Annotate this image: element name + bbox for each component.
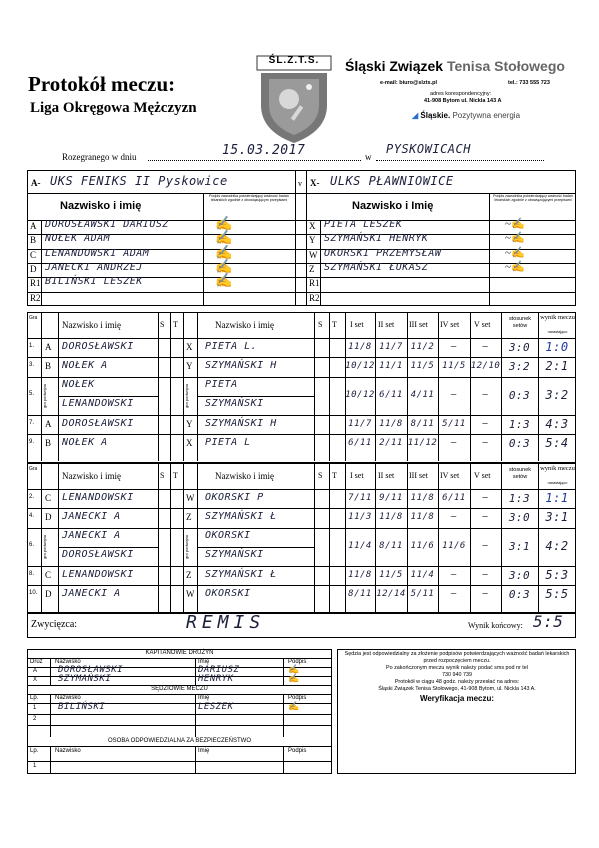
set-score: 11/7	[379, 341, 403, 352]
captain-first: HENRYK	[198, 674, 234, 684]
doubles-label-a: gra podwójna	[42, 534, 47, 559]
grid-line	[283, 694, 284, 737]
team-x-sig-note: Podpis zawodnika potwierdzający ważność badań lekarskich zgodnie z obowiązującymi przepisami	[493, 194, 573, 202]
grid-line	[27, 489, 576, 490]
slzts-logo	[255, 55, 333, 145]
team-a-signature-icon: ✍	[215, 274, 233, 290]
match-result: 1:0	[545, 339, 569, 354]
player-a-code: B	[45, 438, 52, 449]
team-a-player-code: R2	[30, 292, 41, 303]
game-number: 2.	[29, 493, 35, 500]
set-score: 11/5	[379, 569, 403, 580]
grid-line	[329, 463, 330, 612]
note-3: 730 940 739	[442, 672, 472, 678]
safety-col-lp: Lp.	[30, 748, 39, 754]
captain-name: DOROSŁAWSKI	[58, 665, 124, 675]
set-score: 6/11	[379, 389, 403, 400]
grid-line	[314, 312, 315, 461]
team-x-player-code: Y	[309, 235, 316, 246]
game-number: 3.	[29, 362, 35, 369]
header-set3: III set	[409, 471, 428, 480]
captain-signature-icon: ✍	[288, 664, 300, 674]
player-x-name: PIETA L	[205, 437, 251, 449]
player-a-name: NOŁEK	[62, 378, 95, 390]
team-x-name: ULKS PŁAWNIOWICE	[330, 174, 454, 188]
notes-text	[341, 651, 573, 702]
grid-line	[329, 312, 330, 461]
set-score: 8/11	[410, 418, 435, 429]
set-ratio: 0:3	[508, 587, 531, 601]
captain-signature-icon: ✍	[288, 673, 300, 683]
set-score: 8/11	[348, 588, 372, 599]
set-score: 10/12	[345, 361, 375, 372]
org-tel: tel.: 733 555 723	[508, 80, 550, 86]
set-ratio: 3:0	[508, 511, 531, 525]
player-x-code: X	[186, 342, 193, 352]
team-a-player-name: BILIŃSKI LESZEK	[45, 276, 143, 288]
team-a-signature-icon: ✍	[215, 231, 233, 247]
match-result: 3:1	[545, 510, 569, 525]
set-score: 11/1	[379, 361, 403, 372]
set-score: –	[482, 437, 489, 448]
player-a-name: JANECKI A	[62, 511, 121, 523]
set-ratio: 3:2	[508, 360, 531, 374]
header-set3: III set	[409, 320, 428, 329]
set-score: 11/8	[410, 512, 435, 523]
header-set2: II set	[378, 320, 395, 329]
referee-col-lp: Lp.	[30, 695, 39, 701]
player-a-name: DOROSŁAWSKI	[62, 417, 134, 429]
team-x-player-code: R2	[309, 292, 320, 303]
player-x-name: SZYMAŃSKI Ł	[205, 568, 277, 580]
team-a-player-code: A	[30, 221, 37, 231]
referee-name: BILIŃSKI	[58, 702, 106, 712]
player-x-name: PIETA	[205, 378, 238, 390]
header-s-a: S	[160, 320, 165, 329]
referee-lp: 2	[33, 716, 37, 722]
grid-line	[58, 463, 59, 612]
team-x-signature-icon: ~✍	[505, 232, 525, 245]
grid-line	[197, 396, 314, 397]
game-number: 9.	[29, 438, 35, 445]
referee-col-sig: Podpis	[288, 695, 307, 701]
w-label: w	[365, 152, 372, 162]
grid-line	[314, 463, 315, 612]
player-x-name: OKORSKI P	[205, 492, 264, 503]
safety-lp: 1	[33, 763, 37, 769]
grid-line	[27, 508, 576, 509]
set-score: 11/6	[442, 540, 466, 551]
header-set1: I set	[350, 471, 364, 480]
header-s-x: S	[318, 471, 323, 480]
player-x-name: SZYMAŃSKI Ł	[205, 511, 277, 523]
set-ratio: 3:0	[508, 340, 531, 354]
captain-first: DARIUSZ	[198, 665, 240, 675]
org-name-part2: Tenisa Stołowego	[446, 58, 565, 74]
game-number: 5.	[29, 390, 35, 397]
team-a-signature-icon: ✍	[215, 245, 233, 261]
player-x-code: Z	[186, 569, 192, 580]
player-a2-name: LENANDOWSKI	[62, 397, 134, 409]
team-x-player-code: R1	[309, 278, 320, 289]
match-result: 1:1	[545, 490, 569, 505]
game-number: 10.	[29, 589, 38, 596]
player-a-name: JANECKI A	[62, 529, 121, 541]
player-a2-name: DOROSŁAWSKI	[62, 548, 134, 560]
match-result: 3:2	[545, 387, 569, 402]
referee-col-first: Imię	[198, 695, 210, 701]
referee-lp: 1	[33, 705, 37, 711]
grid-line	[27, 357, 576, 358]
player-a-name: JANECKI A	[62, 588, 121, 600]
header-set1: I set	[350, 320, 364, 329]
match-result: 5:5	[545, 586, 569, 601]
header-set5: V set	[474, 320, 491, 329]
team-a-player-name: DOROSŁAWSKI DARIUSZ	[45, 219, 169, 230]
grid-line	[27, 377, 576, 378]
set-score: 12/14	[376, 588, 406, 599]
set-score: 11/4	[410, 569, 435, 580]
org-address-label: adres korespondencyjny:	[430, 91, 492, 97]
captains-col-first: Imię	[198, 659, 210, 665]
header-name-a: Nazwisko i imię	[62, 471, 121, 481]
note-2: Po zakończonym meczu wynik należy podać sms pod nr tel	[385, 665, 529, 671]
header-name-a: Nazwisko i imię	[62, 320, 121, 330]
grid-line	[27, 415, 576, 416]
doubles-label-a: gra podwójna	[42, 383, 47, 408]
captain-team: A	[33, 668, 38, 674]
match-result: 5:3	[545, 567, 569, 582]
grid-line	[197, 547, 314, 548]
team-a-player-code: R1	[30, 278, 41, 289]
set-score: –	[482, 389, 489, 400]
referee-col-name: Nazwisko	[55, 695, 81, 701]
grid-line	[195, 694, 196, 737]
player-a-code: A	[45, 418, 52, 429]
captains-col-team: Druż	[30, 659, 43, 665]
set-score: 9/11	[379, 492, 403, 503]
team-x-player-code: X	[309, 221, 316, 231]
team-a-prefix: A-	[31, 178, 41, 188]
grid-line	[27, 746, 332, 747]
doubles-label-x: gra podwójna	[184, 383, 189, 408]
set-score: 11/12	[407, 437, 438, 448]
referee-first: LESZEK	[198, 702, 234, 712]
safety-col-name: Nazwisko	[55, 748, 81, 754]
match-result: 4:3	[545, 416, 569, 431]
player-x-name: OKORSKI	[205, 529, 251, 541]
player-x-name: PIETA L.	[205, 341, 258, 352]
place-line	[376, 160, 544, 161]
team-a-signature-icon: ✍	[215, 259, 233, 275]
safety-title: OSOBA ODPOWIEDZIALNA ZA BEZPIECZEŃSTWO	[107, 738, 252, 744]
game-number: 7.	[29, 419, 35, 426]
set-score: 8/11	[379, 540, 403, 551]
grid-line	[27, 338, 576, 339]
match-result: 4:2	[545, 538, 569, 553]
team-a-name-header: Nazwisko i imię	[60, 200, 142, 212]
set-score: 11/5	[410, 361, 435, 372]
grid-line	[58, 396, 158, 397]
set-score: 11/8	[410, 492, 435, 503]
captains-title: KAPITANOWIE DRUŻYN	[145, 650, 214, 656]
set-score: 10/12	[345, 389, 375, 400]
set-score: –	[482, 492, 489, 503]
safety-col-sig: Podpis	[288, 748, 307, 754]
set-score: 6/11	[348, 437, 372, 448]
header-name-x: Nazwisko i imię	[215, 471, 274, 481]
team-a-player-code: B	[30, 235, 37, 246]
set-score: –	[451, 569, 457, 580]
player-x-code: Y	[186, 418, 193, 429]
team-x-signature-icon: ~✍	[505, 218, 525, 230]
header-result-sub: narastająco	[547, 481, 568, 485]
note-1: Sędzia jest odpowiedzialny za złożenie podpisów potwierdzających ważność badań lekarskich przed rozpoczęciem meczu.	[344, 651, 570, 664]
captains-col-sig: Podpis	[288, 659, 307, 665]
game-number: 6.	[29, 541, 35, 548]
team-a-signature-icon: ✍	[215, 217, 233, 232]
header-set5: V set	[474, 471, 491, 480]
player-x2-name: SZYMAŃSKI	[205, 397, 264, 409]
set-score: –	[482, 341, 489, 352]
game-number: 4.	[29, 513, 35, 520]
final-score-value: 5:5	[533, 612, 564, 631]
team-a-sig-note: Podpis zawodnika potwierdzający ważność badań lekarskich zgodnie z obowiązującym przepisami	[209, 194, 289, 202]
team-x-player-name: OKORSKI PRZEMYSŁAW	[324, 247, 442, 259]
team-a-player-name: NOŁEK ADAM	[45, 233, 111, 245]
header-s-a: S	[160, 471, 165, 480]
player-a-code: B	[45, 361, 52, 372]
match-place: PYSKOWICACH	[386, 142, 471, 156]
grid-line	[27, 714, 332, 715]
winner-value: REMIS	[186, 612, 266, 633]
set-score: 11/8	[379, 418, 403, 429]
game-number: 8.	[29, 570, 35, 577]
grid-line	[27, 434, 576, 435]
grid-line	[283, 658, 284, 685]
set-score: 11/6	[410, 540, 435, 551]
grid-line	[58, 547, 158, 548]
grid-line	[170, 312, 171, 461]
team-x-player-code: Z	[309, 263, 315, 274]
player-a-code: A	[45, 342, 52, 352]
header-result-sub: narastająco	[547, 330, 568, 334]
captains-col-name: Nazwisko	[55, 659, 81, 665]
team-x-player-name: SZYMAŃSKI ŁUKASZ	[324, 261, 429, 273]
grid-line	[50, 658, 51, 685]
slogan-text: Pozytywna energia	[452, 111, 521, 120]
slaskie-icon: ◢	[412, 111, 419, 120]
set-ratio: 0:3	[508, 436, 531, 450]
set-score: 11/8	[379, 512, 403, 523]
grid-line	[27, 292, 576, 293]
header-t-a: T	[173, 320, 178, 329]
set-score: 6/11	[442, 492, 466, 503]
player-a-code: C	[45, 493, 52, 503]
player-x-name: OKORSKI	[205, 588, 251, 600]
grid-line	[158, 463, 159, 612]
set-score: 11/3	[348, 512, 372, 523]
set-ratio: 0:3	[508, 388, 531, 402]
grid-line	[195, 658, 196, 685]
set-score: –	[451, 512, 457, 523]
set-score: –	[451, 588, 457, 599]
set-score: 5/11	[442, 418, 466, 429]
set-score: 11/2	[410, 341, 435, 352]
logo-text: ŚL.Z.T.S.	[268, 55, 320, 66]
team-x-player-name: PIETA LESZEK	[324, 219, 403, 230]
set-score: –	[482, 569, 489, 580]
header-set4: IV set	[440, 320, 460, 329]
grid-line	[158, 312, 159, 461]
team-a-player-code: C	[30, 249, 37, 260]
captain-team: X	[33, 677, 38, 683]
header-t-x: T	[332, 320, 337, 329]
slaskie-slogan	[412, 111, 520, 120]
player-a-name: NOŁEK A	[62, 360, 108, 372]
note-5: Śląski Związek Tenisa Stołowego, 41-908 Bytom, ul. Nickla 143 A.	[378, 686, 536, 692]
final-score-label: Wynik końcowy:	[468, 621, 523, 630]
set-score: 11/4	[348, 540, 372, 551]
player-x-code: X	[186, 438, 193, 449]
team-a-player-name: JANECKI ANDRZEJ	[45, 261, 143, 273]
team-x-player-name: SZYMAŃSKI HENRYK	[324, 233, 429, 245]
header-gra: Gra	[29, 466, 38, 472]
header-ratio: stosunek setów	[508, 467, 531, 480]
set-score: 4/11	[410, 389, 435, 400]
set-score: 11/8	[348, 341, 372, 352]
date-line	[148, 160, 361, 161]
set-ratio: 1:3	[508, 417, 531, 431]
player-a-name: LENANDOWSKI	[62, 492, 134, 503]
player-x-code: W	[186, 589, 195, 600]
page-title: Protokół meczu:	[28, 72, 176, 96]
grid-line	[170, 463, 171, 612]
org-name	[345, 58, 565, 74]
doubles-label-x: gra podwójna	[184, 534, 189, 559]
match-result: 5:4	[545, 435, 569, 450]
player-x2-name: SZYMAŃSKI	[205, 548, 264, 560]
played-label-text: Rozegranego w dniu	[62, 152, 137, 162]
referee-title: SĘDZIOWIE MECZU	[151, 686, 208, 692]
set-score: 5/11	[410, 588, 435, 599]
grid-line	[197, 312, 198, 461]
safety-col-first: Imię	[198, 748, 210, 754]
match-date: 15.03.2017	[222, 143, 306, 158]
player-a-code: D	[45, 512, 52, 523]
grid-line	[283, 746, 284, 774]
header-result: wynik meczu	[540, 314, 575, 321]
player-x-name: SZYMAŃSKI H	[205, 360, 277, 372]
winner-label: Zwycięzca:	[31, 619, 78, 630]
header-gra: Gra	[29, 315, 38, 321]
team-x-name-header: Nazwisko i Imię	[352, 200, 434, 212]
note-4: Protokół w ciągu 48 godz. należy przesłać na adres:	[394, 679, 520, 685]
captain-name: SZYMAŃSKI	[58, 674, 112, 684]
grid-line	[27, 585, 576, 586]
player-a-name: NOŁEK A	[62, 437, 108, 449]
grid-line	[27, 761, 332, 762]
set-score: 11/5	[442, 361, 466, 372]
header-set2: II set	[378, 471, 395, 480]
verify-label: Weryfikacja meczu:	[419, 694, 495, 703]
set-score: –	[451, 437, 457, 448]
team-x-player-code: W	[309, 249, 318, 260]
slogan-brand: Śląskie.	[420, 111, 451, 120]
header-set4: IV set	[440, 471, 460, 480]
team-x-prefix: X-	[310, 178, 320, 188]
header-name-x: Nazwisko i imię	[215, 320, 274, 330]
match-result: 2:1	[545, 359, 569, 374]
team-a-name: UKS FENIKS II Pyskowice	[50, 174, 228, 188]
set-ratio: 3:1	[508, 539, 531, 553]
player-x-code: Z	[186, 512, 192, 523]
header-s-x: S	[318, 320, 323, 329]
set-score: –	[482, 540, 489, 551]
set-score: –	[482, 588, 489, 599]
header-t-a: T	[173, 471, 178, 480]
grid-line	[50, 694, 51, 737]
set-score: –	[482, 418, 489, 429]
set-score: 11/8	[348, 569, 372, 580]
grid-line	[197, 463, 198, 612]
set-score: –	[482, 512, 489, 523]
set-ratio: 3:0	[508, 568, 531, 582]
player-x-code: Y	[186, 361, 193, 372]
set-score: 2/11	[379, 437, 403, 448]
player-a-name: DOROSŁAWSKI	[62, 341, 134, 352]
team-a-player-name: LENANDOWSKI ADAM	[45, 247, 150, 259]
grid-line	[27, 566, 576, 567]
header-t-x: T	[332, 471, 337, 480]
referee-signature-icon: ✍	[288, 701, 300, 711]
set-score: 12/10	[470, 361, 501, 372]
player-x-name: SZYMAŃSKI H	[205, 417, 277, 429]
player-a-code: C	[45, 569, 52, 580]
org-name-part1: Śląski Związek	[345, 58, 444, 74]
header-ratio: stosunek setów	[508, 316, 531, 329]
page-subtitle: Liga Okręgowa Mężczyzn	[30, 100, 197, 116]
set-score: 7/11	[348, 492, 372, 503]
set-ratio: 1:3	[508, 491, 531, 505]
header-result: wynik meczu	[540, 465, 575, 472]
player-a-code: D	[45, 589, 52, 600]
grid-line	[50, 746, 51, 774]
set-score: 11/7	[348, 418, 372, 429]
player-x-code: W	[186, 493, 195, 503]
game-number: 1.	[29, 342, 35, 349]
team-x-signature-icon: ~✍	[505, 260, 525, 273]
grid-line	[27, 528, 576, 529]
grid-line	[27, 725, 332, 726]
played-label	[62, 152, 136, 162]
player-a-name: LENANDOWSKI	[62, 568, 134, 580]
vs-label: v	[298, 179, 302, 188]
set-score: –	[451, 341, 457, 352]
org-email: e-mail: biuro@slzts.pl	[380, 80, 438, 86]
set-score: –	[451, 389, 457, 400]
team-x-signature-icon: ~✍	[505, 246, 525, 259]
org-address: 41-908 Bytom ul. Nickla 143 A	[424, 98, 502, 104]
grid-line	[58, 312, 59, 461]
team-a-player-code: D	[30, 263, 37, 274]
grid-line	[195, 746, 196, 774]
